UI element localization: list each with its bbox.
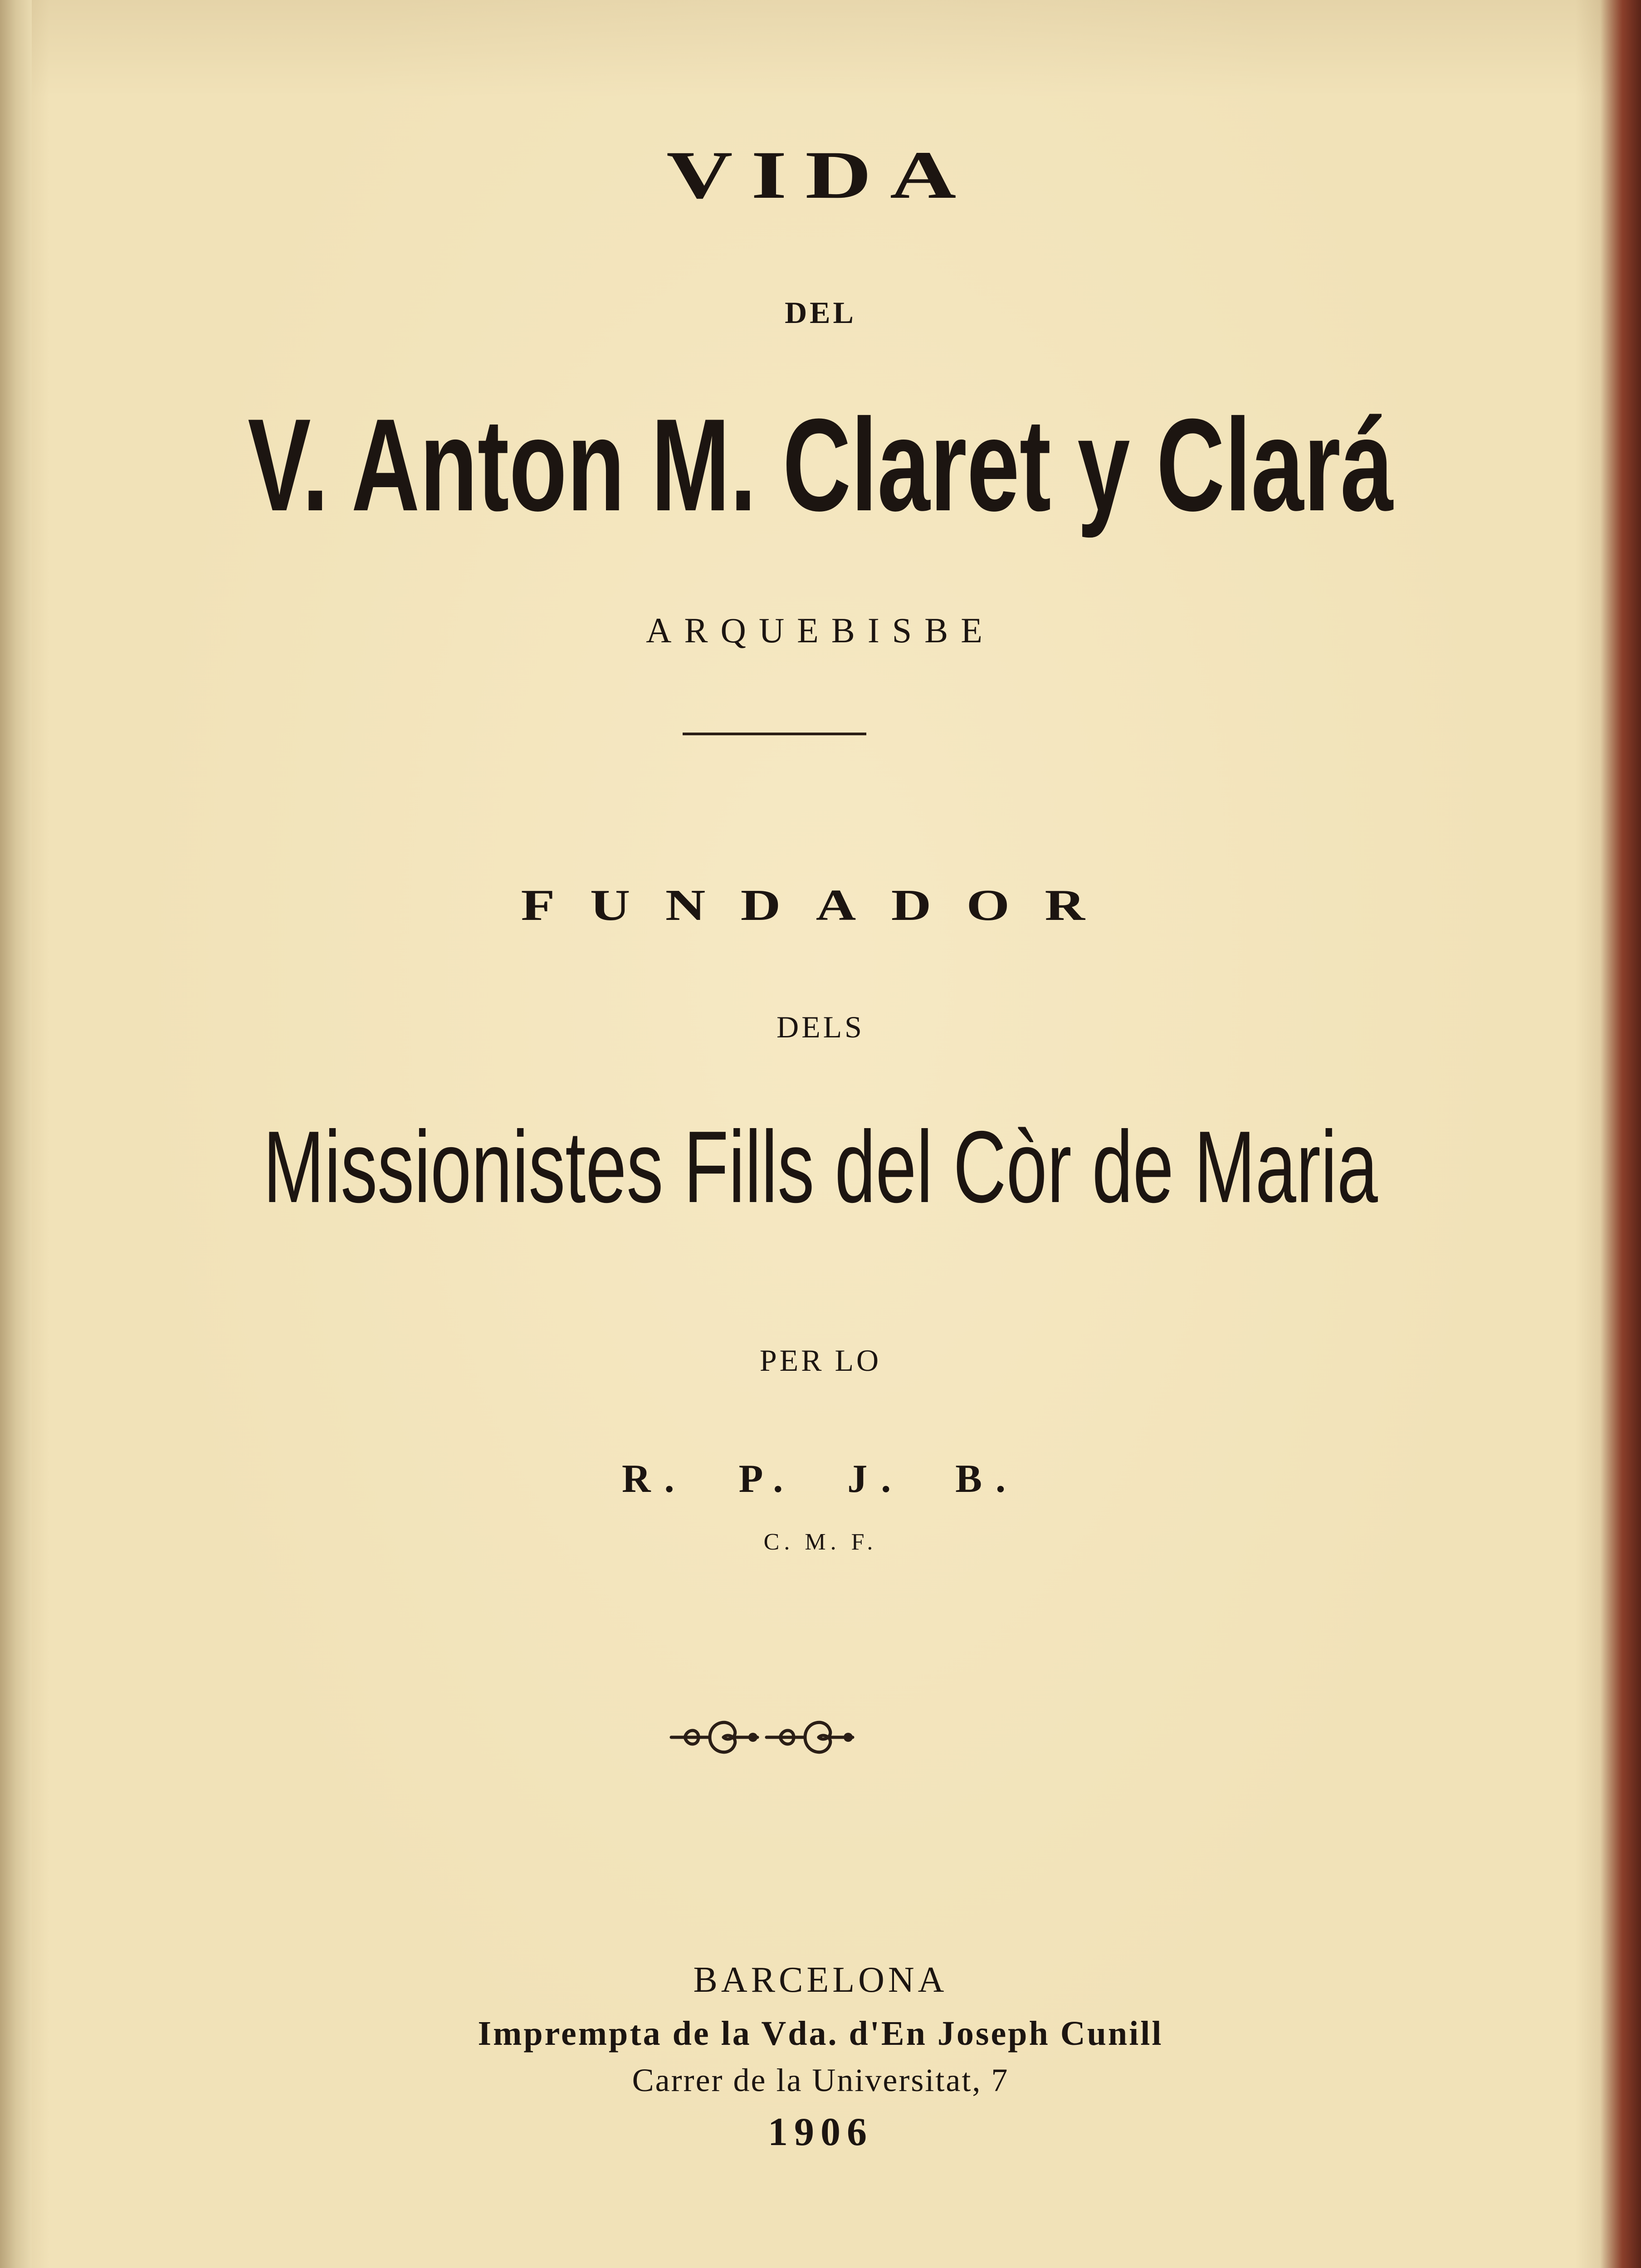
heading-del: DEL (785, 295, 856, 330)
heading-fundador: FUNDADOR (521, 881, 1120, 930)
title-divider-rule (683, 733, 866, 735)
imprint-address: Carrer de la Universitat, 7 (632, 2062, 1009, 2098)
heading-per-lo: PER LO (759, 1343, 882, 1378)
author-order: C. M. F. (763, 1529, 878, 1555)
subject-rank: ARQUEBISBE (646, 611, 995, 650)
imprint-year: 1906 (768, 2110, 873, 2154)
author-initials: R. P. J. B. (622, 1457, 1019, 1501)
heading-dels: DELS (777, 1010, 864, 1044)
book-cover-edge (1600, 0, 1641, 2268)
book-spine-edge (0, 0, 32, 2268)
subject-name: V. Anton M. Claret y Clará (248, 391, 1393, 538)
imprint-city: BARCELONA (693, 1960, 948, 2000)
fleuron-ornament-icon (667, 1703, 857, 1771)
imprint-printer: Imprempta de la Vda. d'En Joseph Cunill (478, 2014, 1163, 2053)
heading-vida: VIDA (666, 137, 975, 213)
congregation-name: Missionistes Fills del Còr de Maria (263, 1110, 1378, 1224)
